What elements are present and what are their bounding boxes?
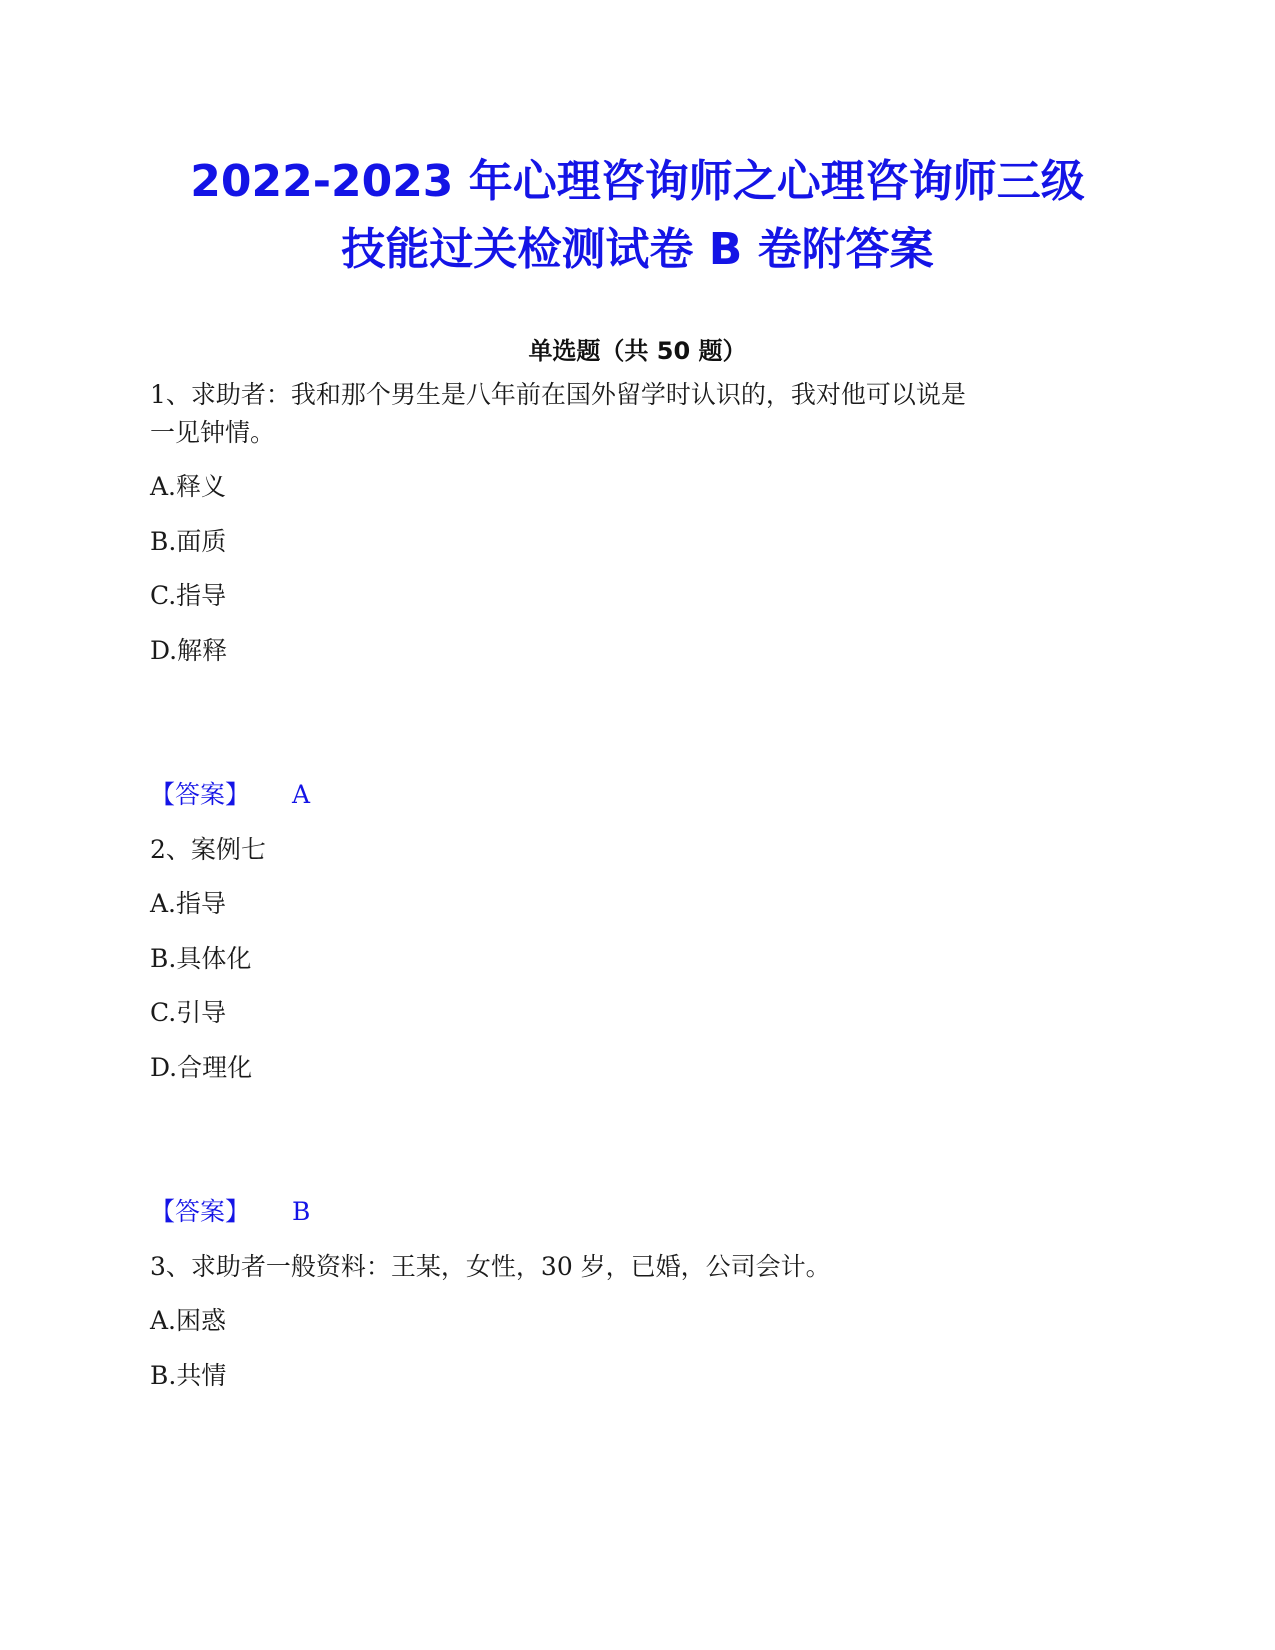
document-title [0, 148, 1275, 284]
document-title-line-1: 2022-2023 年心理咨询师之心理咨询师三级 [190, 156, 1085, 207]
question-1-stem-line-1: 1、求助者：我和那个男生是八年前在国外留学时认识的，我对他可以说是 [150, 380, 966, 409]
answer-label: 【答案】 [150, 780, 251, 809]
question-1-option-c: C.指导 [150, 581, 227, 610]
question-3-option-b: B.共情 [150, 1361, 227, 1390]
question-2-answer [150, 1191, 310, 1233]
answer-value: A [292, 780, 311, 809]
question-2-stem: 2、案例七 [150, 835, 266, 864]
section-heading: 单选题（共 50 题） [528, 337, 747, 365]
answer-label: 【答案】 [150, 1197, 251, 1226]
question-3-option-a: A.困惑 [150, 1306, 227, 1335]
question-1-answer [150, 774, 310, 816]
question-2-option-c: C.引导 [150, 998, 227, 1027]
question-1-option-d: D.解释 [150, 636, 228, 665]
question-2-option-b: B.具体化 [150, 944, 252, 973]
question-1-stem-line-2: 一见钟情。 [150, 418, 276, 447]
question-2-option-d: D.合理化 [150, 1053, 253, 1082]
question-1-option-a: A.释义 [150, 472, 227, 501]
answer-value: B [292, 1197, 311, 1226]
question-3-stem: 3、求助者一般资料：王某，女性，30 岁，已婚，公司会计。 [150, 1252, 831, 1281]
question-2-option-a: A.指导 [150, 889, 227, 918]
question-1-option-b: B.面质 [150, 527, 227, 556]
document-title-line-2: 技能过关检测试卷 B 卷附答案 [341, 224, 934, 275]
